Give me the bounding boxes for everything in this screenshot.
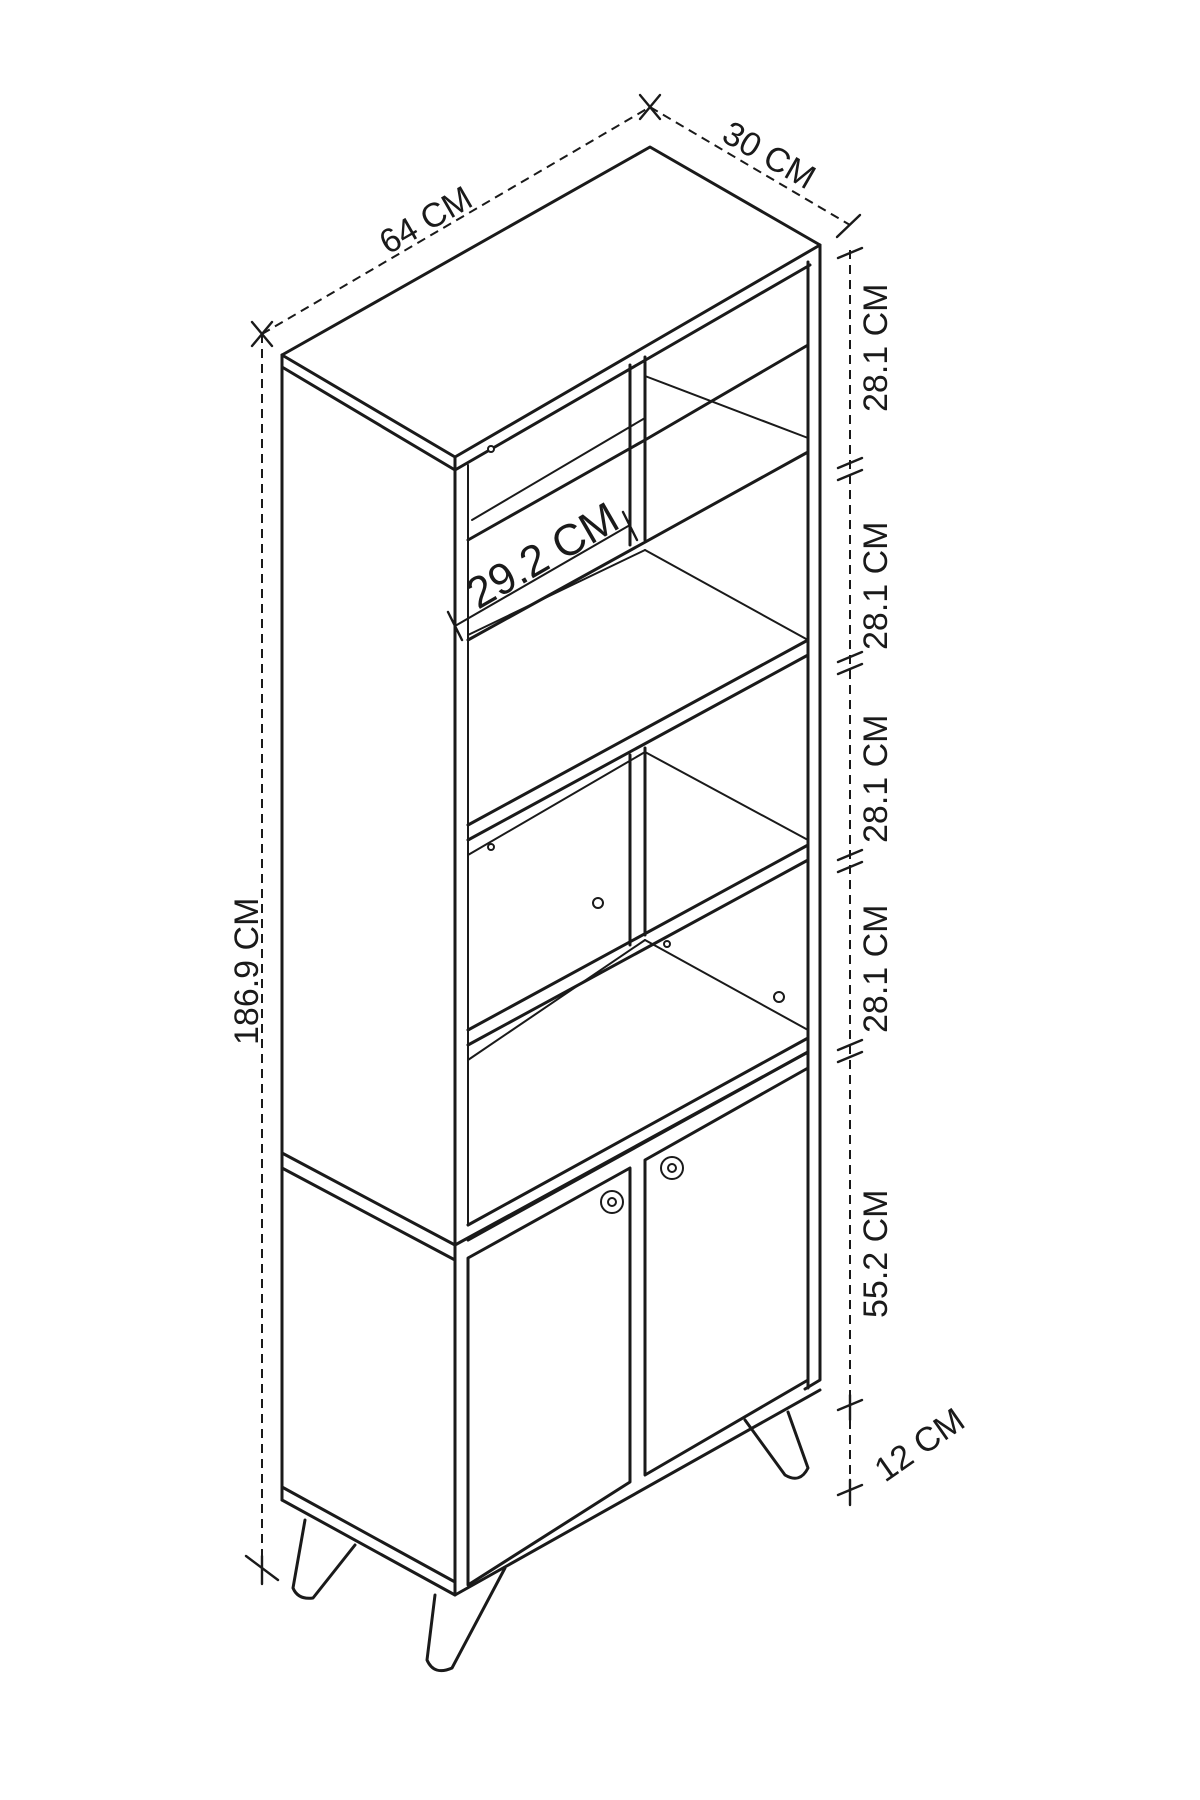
shelves <box>468 345 808 1240</box>
cabinet-label: 55.2 CM <box>857 1189 895 1318</box>
peg-hole <box>488 446 494 452</box>
leg-back-right <box>745 1412 808 1478</box>
shelf-2-label: 28.1 CM <box>857 521 895 650</box>
peg-hole <box>664 941 670 947</box>
height-label: 186.9 CM <box>228 897 266 1045</box>
shelf-3-label: 28.1 CM <box>857 714 895 843</box>
leg-front-left <box>293 1520 355 1598</box>
width-label: 64 CM <box>373 178 479 262</box>
dimension-labels <box>228 114 972 1490</box>
left-door[interactable] <box>468 1168 630 1585</box>
top-panel <box>282 147 820 457</box>
cabinet-top-left <box>282 1153 455 1260</box>
bookcase-body <box>282 147 820 1671</box>
shelf-2 <box>468 640 808 825</box>
left-door-knob[interactable] <box>601 1191 623 1213</box>
peg-hole <box>593 898 603 908</box>
depth-label: 30 CM <box>716 114 822 197</box>
top-panel-front-edge <box>282 355 455 470</box>
shelf-1-label: 28.1 CM <box>857 283 895 412</box>
inner-depth-label: 29.2 CM <box>458 493 628 619</box>
legs-label: 12 CM <box>867 1400 972 1490</box>
leg-front-center <box>427 1568 505 1671</box>
shelf-4 <box>468 1038 808 1225</box>
right-door-knob[interactable] <box>661 1157 683 1179</box>
peg-hole <box>774 992 784 1002</box>
dimension-lines <box>246 95 862 1584</box>
peg-hole <box>488 844 494 850</box>
shelf-4-label: 28.1 CM <box>857 904 895 1033</box>
